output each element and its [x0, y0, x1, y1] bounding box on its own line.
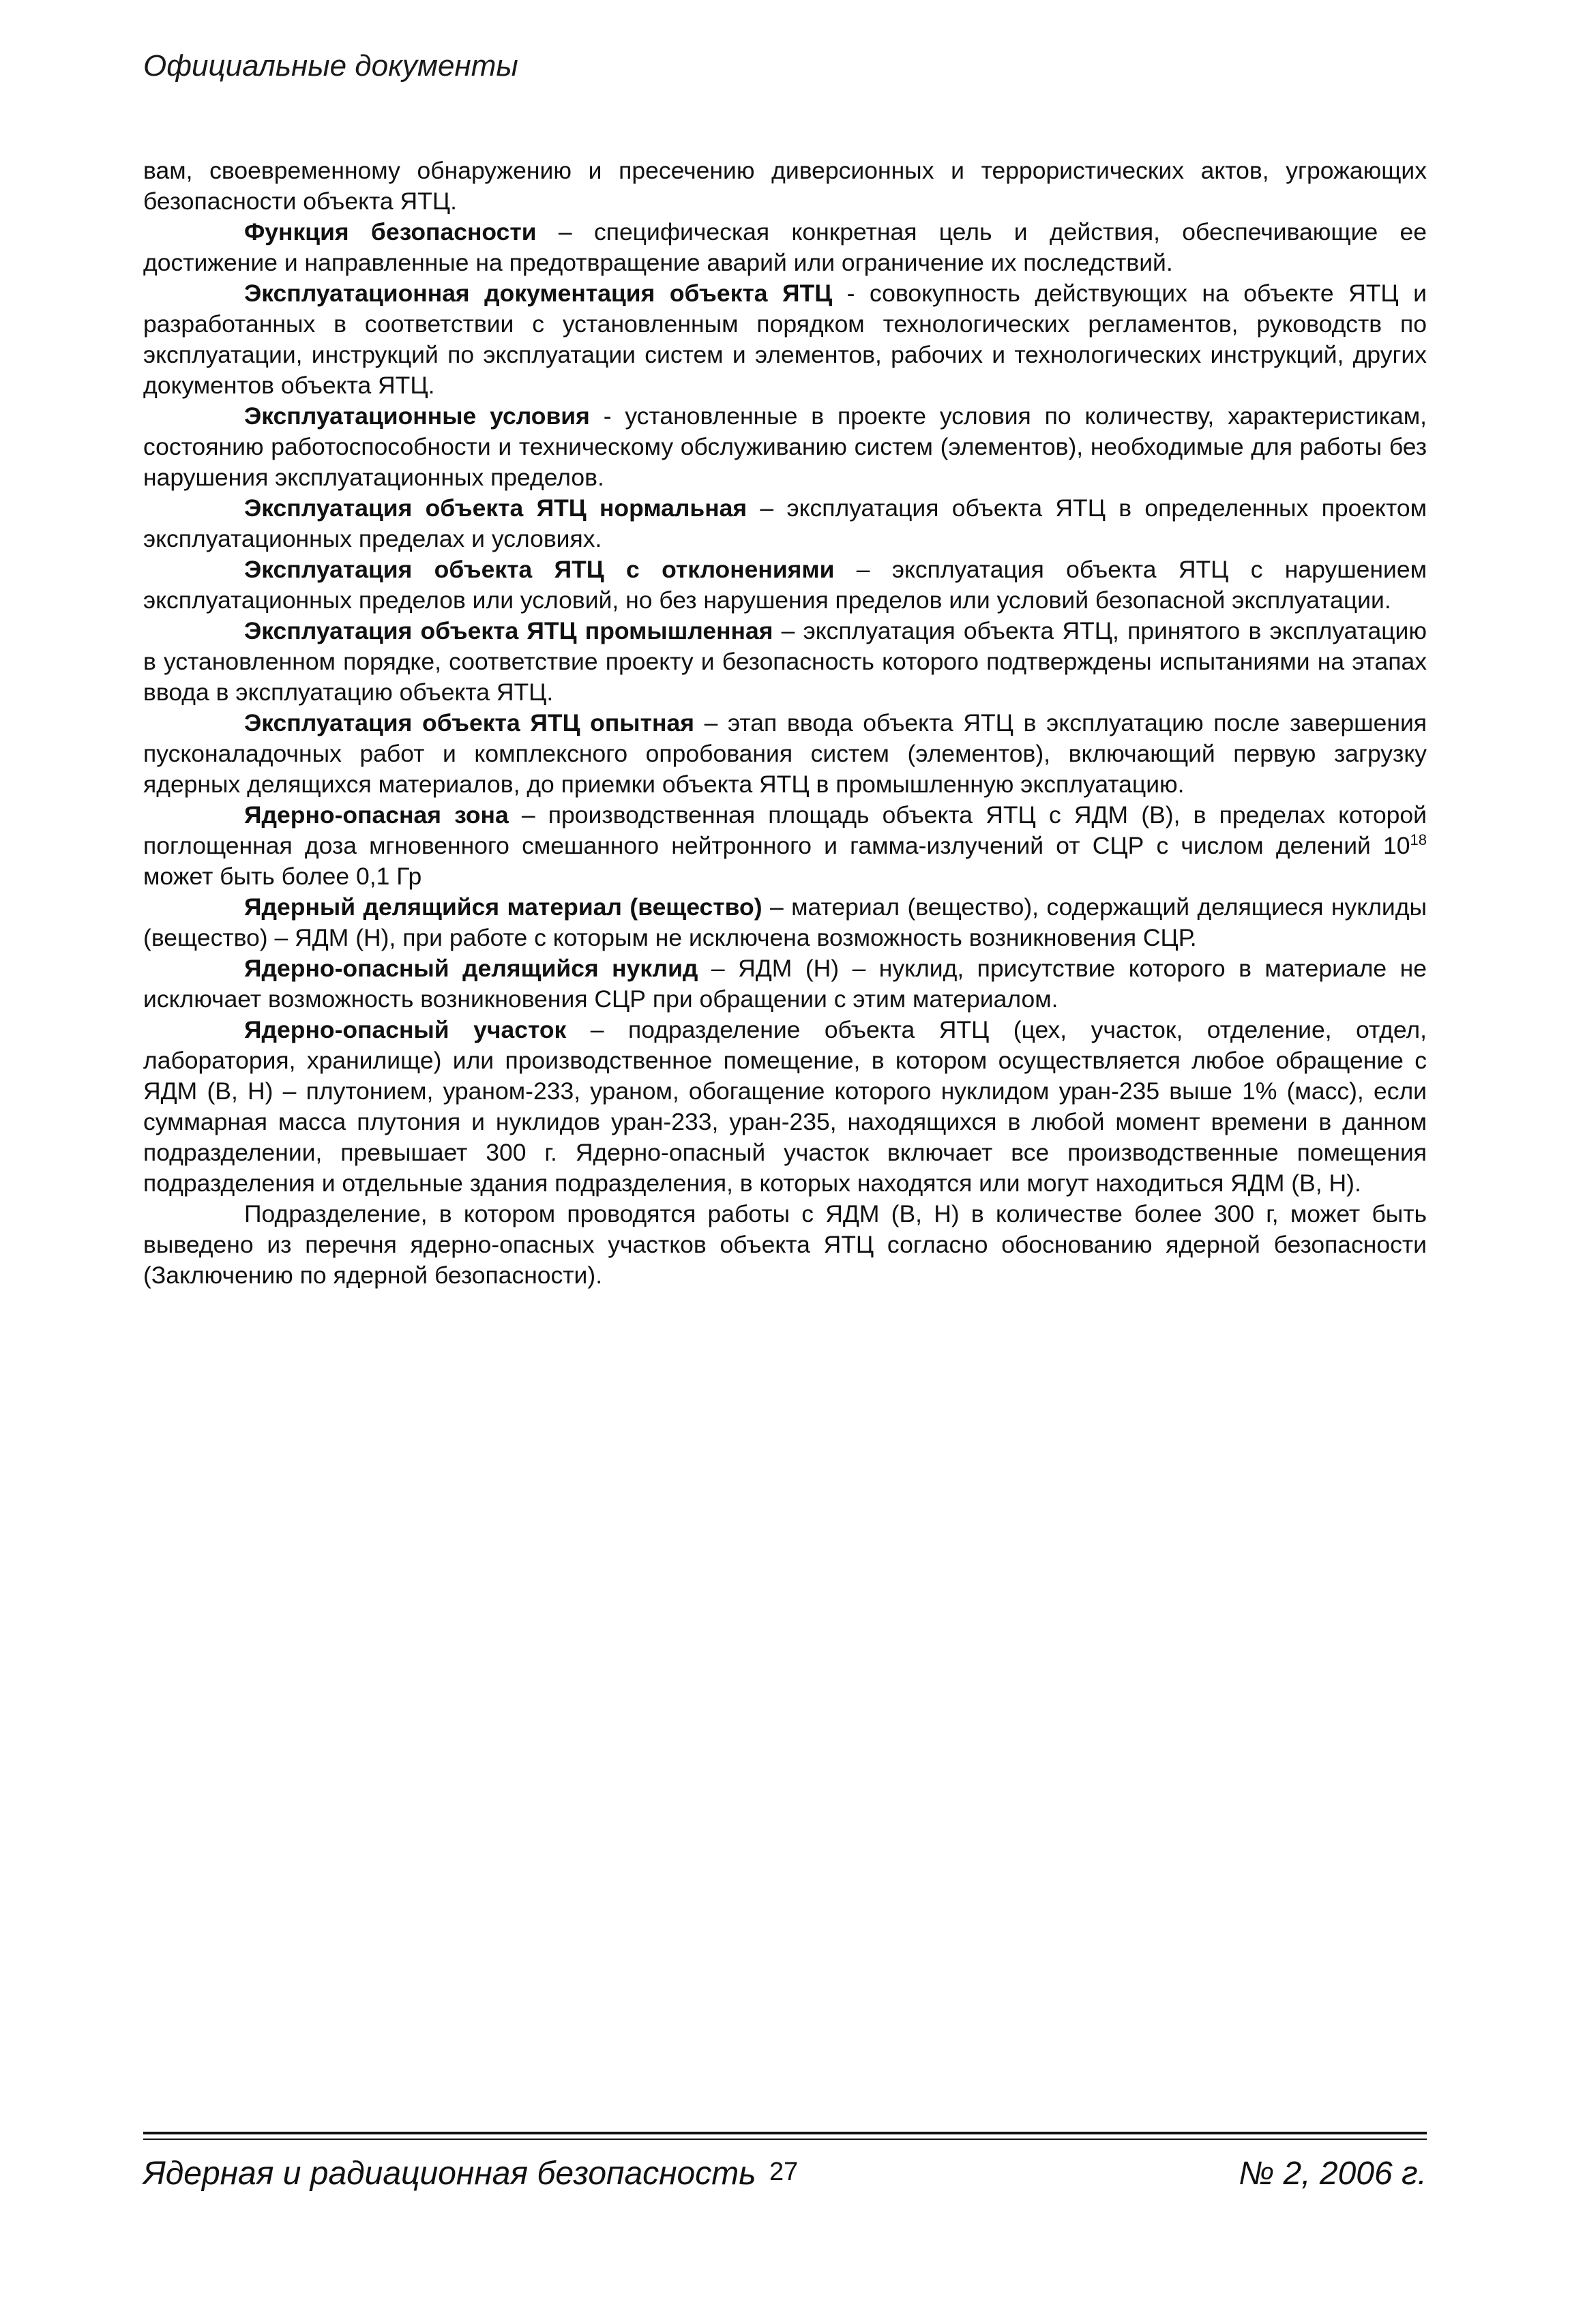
- definition-industrial-operation: [143, 616, 1427, 708]
- paragraph-text: вам, своевременному обнаружению и пресечению диверсионных и террористических актов, угрожающих безопасности объекта ЯТЦ.: [143, 157, 1427, 215]
- paragraph-continuation: [143, 155, 1427, 217]
- definition-text: - установленные в проекте условия по количеству, характеристикам, состоянию работоспособности и техническому обслуживанию систем (элементов), необходимые для работы без нарушения эксплуатационных пределов.: [143, 402, 1427, 491]
- definition-term: Эксплуатация объекта ЯТЦ промышленная: [244, 617, 773, 644]
- footer-rule-thick: [143, 2132, 1427, 2134]
- definition-text: – ЯДМ (Н) – нуклид, присутствие которого в материале не исключает возможность возникновения СЦР при обращении с этим материалом.: [143, 955, 1427, 1013]
- definition-term: Эксплуатационные условия: [244, 402, 590, 430]
- definition-trial-operation: [143, 708, 1427, 800]
- definition-operational-conditions: [143, 401, 1427, 493]
- document-body: [143, 155, 1427, 1291]
- definition-nuclear-hazardous-zone: [143, 800, 1427, 892]
- definition-term: Эксплуатация объекта ЯТЦ нормальная: [244, 494, 747, 522]
- definition-term: Ядерно-опасная зона: [244, 801, 509, 829]
- footer-rule-thin: [143, 2139, 1427, 2140]
- definition-nuclear-hazardous-section: [143, 1015, 1427, 1199]
- superscript-exponent: 18: [1410, 831, 1427, 849]
- definition-operational-documentation: [143, 278, 1427, 401]
- definition-operation-with-deviations: [143, 554, 1427, 616]
- definition-text: – специфическая конкретная цель и действия, обеспечивающие ее достижение и направленные на предотвращение аварий или ограничение их последствий.: [143, 218, 1427, 276]
- page-footer: [143, 2155, 1427, 2203]
- definition-text: – этап ввода объекта ЯТЦ в эксплуатацию после завершения пусконаладочных работ и комплексного опробования систем (элементов), включающий первую загрузку ядерных делящихся материалов, до приемки объекта ЯТЦ в промышленную эксплуатацию.: [143, 709, 1427, 798]
- footer-journal-title: Ядерная и радиационная безопасность: [143, 2156, 756, 2192]
- definition-fissile-nuclide: [143, 953, 1427, 1015]
- definition-term: Эксплуатация объекта ЯТЦ с отклонениями: [244, 556, 835, 583]
- page-header-section-title: Официальные документы: [143, 49, 518, 83]
- definition-text: – эксплуатация объекта ЯТЦ, принятого в эксплуатацию в установленном порядке, соответствие проекту и безопасность которого подтверждены испытаниями на этапах ввода в эксплуатацию объекта ЯТЦ.: [143, 617, 1427, 706]
- definition-term: Функция безопасности: [244, 218, 537, 245]
- definition-normal-operation: [143, 493, 1427, 554]
- definition-text: – подразделение объекта ЯТЦ (цех, участок, отделение, отдел, лаборатория, хранилище) или производственное помещение, в котором осуществляется любое обращение с ЯДМ (В, Н) – плутонием, ураном-233, ураном, обогащение которого нуклидом уран-235 выше 1% (масс), если суммарная масса плутония и нуклидов уран-233, уран-235, находящихся в любой момент времени в данном подразделении, превышает 300 г. Ядерно-опасный участок включает все производственные помещения подразделения и отдельные здания подразделения, в которых находятся или могут находиться ЯДМ (В, Н).: [143, 1016, 1427, 1197]
- definition-text: – эксплуатация объекта ЯТЦ с нарушением эксплуатационных пределов или условий, но без нарушения пределов или условий безопасной эксплуатации.: [143, 556, 1427, 614]
- definition-term: Ядерно-опасный делящийся нуклид: [244, 955, 698, 982]
- definition-text: – материал (вещество), содержащий делящиеся нуклиды (вещество) – ЯДМ (Н), при работе с которым не исключена возможность возникновения СЦР.: [143, 893, 1427, 951]
- definition-safety-function: [143, 217, 1427, 278]
- definition-term: Эксплуатация объекта ЯТЦ опытная: [244, 709, 694, 736]
- definition-term: Ядерный делящийся материал (вещество): [244, 893, 762, 921]
- definition-text: - совокупность действующих на объекте ЯТЦ и разработанных в соответствии с установленным порядком технологических регламентов, руководств по эксплуатации, инструкций по эксплуатации систем и элементов, рабочих и технологических инструкций, других документов объекта ЯТЦ.: [143, 280, 1427, 399]
- definition-fissile-material: [143, 892, 1427, 953]
- definition-term: Ядерно-опасный участок: [244, 1016, 567, 1043]
- paragraph-subdivision-note: [143, 1199, 1427, 1291]
- footer-issue: № 2, 2006 г.: [1239, 2156, 1427, 2192]
- definition-text: – эксплуатация объекта ЯТЦ в определенных проектом эксплуатационных пределах и условиях.: [143, 494, 1427, 552]
- definition-term: Эксплуатационная документация объекта ЯТЦ: [244, 280, 833, 307]
- footer-page-number: 27: [769, 2158, 799, 2186]
- definition-text-after: может быть более 0,1 Гр: [143, 863, 422, 890]
- paragraph-text: Подразделение, в котором проводятся работы с ЯДМ (В, Н) в количестве более 300 г, может быть выведено из перечня ядерно-опасных участков объекта ЯТЦ согласно обоснованию ядерной безопасности (Заключению по ядерной безопасности).: [143, 1200, 1427, 1289]
- definition-text: – производственная площадь объекта ЯТЦ с ЯДМ (В), в пределах которой поглощенная доза мгновенного смешанного нейтронного и гамма-излучений от СЦР с числом делений 10: [143, 801, 1427, 859]
